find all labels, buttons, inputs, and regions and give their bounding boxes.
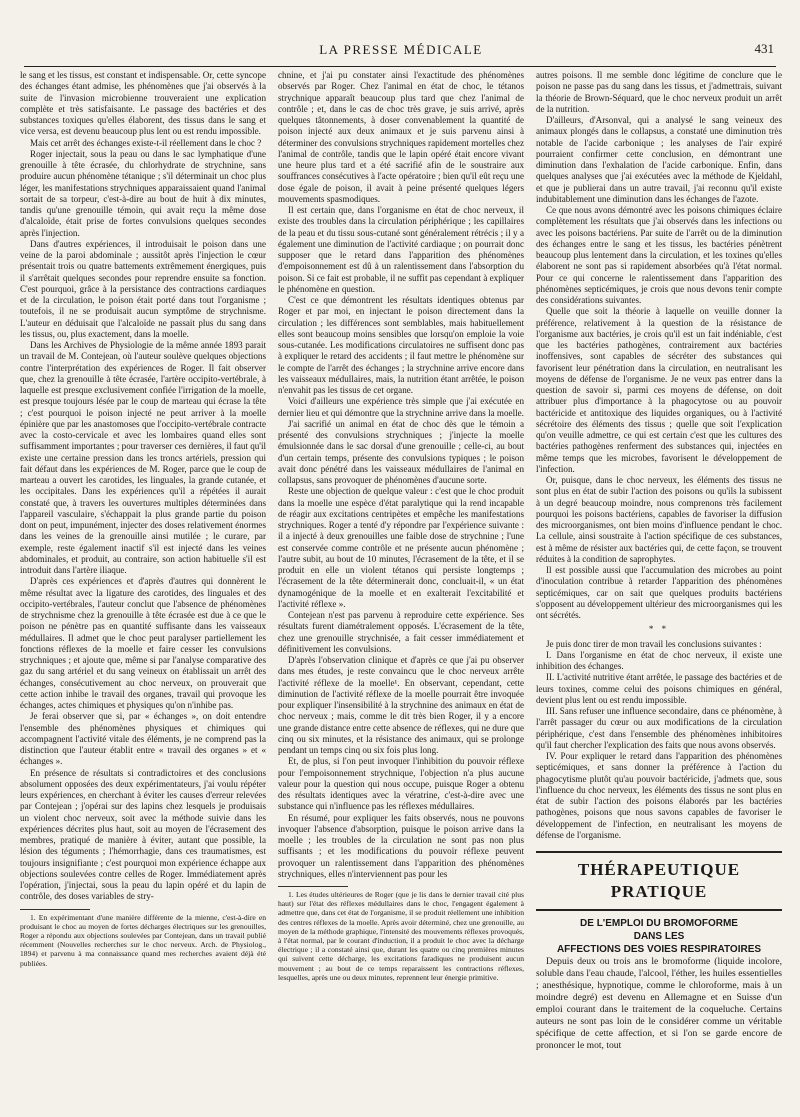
page-number: 431 xyxy=(754,41,774,56)
text-columns xyxy=(20,70,782,1108)
paragraph: En présence de résultats si contradictoires et des conclusions absolument opposées des deux expérimentateurs, j'ai voulu répéter leurs expériences, en cherchant à éviter les causes d'erreur relevées par Contejean ; j'opérai sur des lapins chez lesquels je produisais un violent choc nerveux, soit avec la méthode suivie dans les expériences décrites plus haut, soit au moyen de l'écrasement des membres, pratiqué de manière à éviter, autant que possible, la lésion des téguments ; l'hémorrhagie, dans ces traumatismes, est toujours insignifiante ; c'est pourquoi mon expérience échappe aux objections soulevées contre celles de Roger. Immédiatement après l'opération, j'injectai, sous la peau du lapin opéré et du lapin de contrôle, des doses variables de stry- xyxy=(20,767,266,902)
section-separator: * * xyxy=(648,624,670,635)
paragraph: Il est possible aussi que l'accumulation des microbes au point d'inoculation contribue à retarder l'apparition des phénomènes septicémiques, car on sait que quelques produits bactériens s'opposent au développement ultérieur des microorganismes qui les ont sécrétés. xyxy=(536,565,782,620)
paragraph: Ce que nous avons démontré avec les poisons chimiques éclaire complètement les résultats que j'ai observés dans les infections ou avec les poisons bactériens. Par suite de l'arrêt ou de la diminution des échanges entre le sang et les tissus, les bactéries pénètrent beaucoup plus lentement dans la circulation, et les toxines qu'elles élaborent ne sont pas si rapidement absorbées qu'à l'état normal. Pour ce qui concerne le ralentissement dans l'apparition des phénomènes septicémiques, je crois que nous devons tenir compte des considérations suivantes. xyxy=(536,205,782,305)
paragraph: Et, de plus, si l'on peut invoquer l'inhibition du pouvoir réflexe pour l'empoisonnement strychnique, l'objection n'a plus aucune valeur pour la question qui nous occupe, puisque Roger a obtenu des résultats identiques avec la vératrine, c'est-à-dire avec une substance qui n'influence pas les réflexes médullaires. xyxy=(278,756,524,812)
paragraph: Je puis donc tirer de mon travail les conclusions suivantes : xyxy=(546,638,762,649)
article-title: DE L'EMPLOI DU BROMOFORME xyxy=(580,918,738,929)
footnote-rule xyxy=(20,909,90,910)
article-title-connector: DANS LES xyxy=(633,931,685,942)
article-subtitle: AFFECTIONS DES VOIES RESPIRATOIRES xyxy=(556,944,762,955)
paragraph: Reste une objection de quelque valeur : c'est que le choc produit dans la moelle une espèce d'état paralytique qui la rend incapable de réagir aux excitations centripètes et empêche les manifestations strychniques. Roger a tenté d'y répondre par l'expérience suivante : il a injecté à deux grenouilles une faible dose de strychnine ; l'une est conservée comme contrôle et ne présente aucun phénomène ; l'autre subit, au bout de 10 minutes, l'écrasement de la tête, et il se produit en elle un violent tétanos qui persiste longtemps ; l'écrasement de la tête déterminerait donc, concluait-il, « un état dynamogénique de la moelle et en exalterait l'excitabilité et l'activité réflexe ». xyxy=(278,486,524,609)
paragraph: D'après l'observation clinique et d'après ce que j'ai pu observer dans mes études, je reste convaincu que le choc nerveux arrête l'activité réflexe de la moelle¹. En observant, cependant, cette diminution de l'activité réflexe de la moelle pourrait être invoquée pour expliquer l'insensibilité à la strychnine des animaux en état de choc nerveux ; mais, comme le dit très bien Roger, il y a encore une grande distance entre cette absence de réflexes, qui ne dure que cinq ou six minutes, et la résistance des animaux, qui se prolonge pendant un temps cinq ou six fois plus long. xyxy=(278,655,524,755)
paragraph: Voici d'ailleurs une expérience très simple que j'ai exécutée en dernier lieu et qui démontre que la strychnine arrive dans la moelle. xyxy=(278,396,524,418)
paragraph: D'après ces expériences et d'après d'autres qui donnèrent le même résultat avec la ligature des carotides, des linguales et des occipito-vertébrales, l'auteur conclut que l'absence de phénomènes de strychnisme chez la grenouille à tête écrasée est due à ce que le poison ne pénètre pas en quantité suffisante dans les vaisseaux médullaires. Il admet que le choc peut paralyser partiellement les fonctions réflexes de la moelle et faire cesser les convulsions strychniques ; et ajoute que, même si par l'analyse comparative des gaz du sang artériel et du sang veineux on établissait un arrêt des échanges, consécutivement au choc nerveux, on prouverait que cette action inhibe le travail des organes, travail qui provoque les échanges, actes chimiques et physiques qu'on n'inhibe pas. xyxy=(20,576,266,710)
column-right xyxy=(536,70,782,1108)
conclusion-item: I. Dans l'organisme en état de choc nerveux, il existe une inhibition des échanges. xyxy=(536,649,782,671)
paragraph: Je ferai observer que si, par « échanges », on doit entendre l'ensemble des phénomènes physiques et chimiques qui accompagnent l'activité vitale des éléments, je ne comprend pas la distinction que l'auteur établit entre « travail des organes » et « échanges ». xyxy=(20,711,266,767)
paragraph: le sang et les tissus, est constant et indispensable. Or, cette syncope des échanges étant admise, les phénomènes que j'ai observés à la suite de l'invasion microbienne trouveraient une explication complète et très satisfaisante. Le passage des bactéries et des substances toxiques qu'elles élaborent, des tissus dans le sang et vice versa, est devenu beaucoup plus lent ou est rendu impossible. xyxy=(20,70,266,137)
paragraph: chnine, et j'ai pu constater ainsi l'exactitude des phénomènes observés par Roger. Chez l'animal en état de choc, le tétanos strychnique apparaît beaucoup plus tard que chez l'animal de contrôle ; et, dans le cas de choc très grave, je suis arrivé, après quelques tâtonnements, à doser convenablement la quantité de poison injecté aux deux animaux et je suis parvenu ainsi à déterminer des convulsions strychniques rapidement mortelles chez l'animal de contrôle, tandis que le lapin opéré était encore vivant une heure plus tard et a été sacrifié afin de le soustraire aux souffrances consécutives à l'acte opératoire ; bien qu'il eût reçu une dose égale de poison, il avait à peine présenté quelques légers mouvements spasmodiques. xyxy=(278,70,524,204)
paragraph: Roger injectait, sous la peau ou dans le sac lymphatique d'une grenouille à tête écrasée, du chlorhydrate de strychnine, sans produire aucun phénomène tétanique ; s'il déterminait un choc plus léger, les manifestations strychniques apparaissaient quand l'animal sortait de sa torpeur, c'est-à-dire au bout de huit à dix minutes, tandis qu'une grenouille témoin, qui avait reçu la même dose d'alcaloïde, était prise de fortes convulsions quelques secondes après l'injection. xyxy=(20,148,266,238)
conclusion-item: IV. Pour expliquer le retard dans l'apparition des phénomènes septicémiques, et sans donner la préférence à l'action du phagocytisme plutôt qu'au pouvoir bactéricide, j'admets que, sous l'influence du choc nerveux, les éléments des tissus ne sont plus en état de subir l'action des poisons élaborés par les bactéries pathogènes, poisons que nous savons capables de favoriser le développement de l'infection, en neutralisant les moyens de défense de l'organisme. xyxy=(536,751,782,840)
footnote: 1. Les études ultérieures de Roger (que je lis dans le dernier travail cité plus haut) sur l'état des réflexes médullaires dans le choc, l'engagent également à admettre que, dans cet état de l'organisme, il se produit réellement une inhibition des centres réflexes de la moelle. Après avoir déterminé, chez une grenouille, au moyen de la méthode graphique, l'intensité des mouvements réflexes provoqués, à l'état normal, par le courant d'induction, il a produit le choc avec la décharge électrique ; il a constaté ainsi que, durant les quatre ou cinq premières minutes qui suivent cette décharge, les excitations faradiques ne produisent aucun mouvement ; au bout de ce temps reparaissent les contractions réflexes, lesquelles, après une ou deux minutes, reprennent leur énergie primitive. xyxy=(278,890,524,982)
footnote: 1. En expérimentant d'une manière différente de la mienne, c'est-à-dire en produisant le choc au moyen de fortes décharges électriques sur les grenouilles, Roger a répondu aux objections soulevées par Contejean, dans un travail publié récemment (Nouvelles recherches sur le choc nerveux. Arch. de Physiolog., 1894) et parvenu à ma connaissance quand mes recherches avaient déjà été publiées. xyxy=(20,912,266,968)
header-rule xyxy=(24,66,776,67)
conclusion-item: III. Sans refuser une influence secondaire, dans ce phénomène, à l'arrêt passager du cœur ou aux modifications de la circulation périphérique, c'est dans l'ensemble des phénomènes inhibitoires qu'il faut chercher l'explication des faits que nous avons observés. xyxy=(536,706,782,750)
paragraph: Or, puisque, dans le choc nerveux, les éléments des tissus ne sont plus en état de subir l'action des poisons ou qu'ils la subissent à un degré beaucoup moindre, nous comprenons très facilement pourquoi les poisons bactériens, capables de favoriser la diffusion des microorganismes, ont bien moins d'influence pendant le choc. La cellule, ainsi soustraite à l'action spécifique de ces substances, est à même de résister aux bactéries qui, de cette façon, se trouvent réduites à la condition de saprophytes. xyxy=(536,475,782,564)
paragraph: Depuis deux ou trois ans le bromoforme (liquide incolore, soluble dans l'eau chaude, l'alcool, l'éther, les huiles essentielles ; anesthésique, hypnotique, comme le chloroforme, mais à un moindre degré) est devenu en Allemagne et en Suisse d'un emploi courant dans le traitement de la coqueluche. Certains auteurs ne sont pas loin de le considérer comme un véritable spécifique de cette affection, et si l'on se garde encore de prononcer le mot, tout xyxy=(536,956,782,1051)
paragraph: D'ailleurs, d'Arsonval, qui a analysé le sang veineux des animaux plongés dans le collapsus, a constaté une diminution très notable de l'acide carbonique ; les analyses de l'air expiré pourraient confirmer cette conclusion, en démontrant une diminution dans l'exhalation de l'acide carbonique. Enfin, dans quelques analyses que j'ai exécutées avec la méthode de Kjeldahl, et que je publierai dans un autre travail, j'ai reconnu qu'il existe indubitablement une diminution dans les échanges de l'azote. xyxy=(536,115,782,204)
section-title: THÉRAPEUTIQUE PRATIQUE xyxy=(536,851,782,911)
paragraph: En résumé, pour expliquer les faits observés, nous ne pouvons invoquer l'absence d'absorption, puisque le poison arrive dans la moelle ; les troubles de la circulation ne sont pas non plus suffisants ; et les modifications du pouvoir réflexe peuvent provoquer un ralentissement dans l'apparition des phénomènes strychniques, elles n'interviennent pas pour les xyxy=(278,812,524,879)
page-header xyxy=(24,14,778,57)
paragraph: Contejean n'est pas parvenu à reproduire cette expérience. Ses résultats furent diamétralement opposés. L'écrasement de la tête, chez une grenouille strychnisée, a fait cesser immédiatement et définitivement les convulsions. xyxy=(278,610,524,654)
paragraph: Mais cet arrêt des échanges existe-t-il réellement dans le choc ? xyxy=(30,137,262,148)
paragraph: Il est certain que, dans l'organisme en état de choc nerveux, il existe des troubles dans la circulation périphérique ; les capillaires de la peau et du tissu sous-cutané sont généralement rétrécis ; il y a également une diminution de l'activité cardiaque ; on pourrait donc supposer que le retard dans l'apparition des phénomènes d'empoisonnement est dû à un ralentissement dans l'absorption du poison. Si ce fait est probable, il ne suffit pas cependant à expliquer le phénomène en question. xyxy=(278,205,524,294)
paragraph: Quelle que soit la théorie à laquelle on veuille donner la préférence, relativement à la question de la résistance de l'organisme aux bactéries, je crois qu'il est un fait indéniable, c'est que les bactéries pathogènes, contrairement aux bactéries inoffensives, sont capables de sécréter des substances qui favorisent leur pénétration dans la circulation, en neutralisant les moyens de défense de l'organisme. Je ne veux pas entrer dans la question de savoir si, parmi ces moyens de défense, on doit attribuer plus d'importance à la phagocytose ou au pouvoir bactéricide et antitoxique des liquides organiques, ou à l'activité sécrétoire des éléments des tissus ; quelle que soit l'explication qu'on veuille admettre, ce qui est certain c'est que les cultures des bactéries pathogènes renferment des substances qui, injectées en même temps que les microbes, favorisent le développement de l'infection. xyxy=(536,306,782,474)
article-body xyxy=(536,956,782,1052)
running-title: LA PRESSE MÉDICALE xyxy=(319,42,483,57)
paragraph: Dans d'autres expériences, il introduisait le poison dans une veine de la paroi abdominale ; aussitôt après l'injection le cœur présentait trois ou quatre battements extrêmement énergiques, puis il s'arrêtait quelques secondes pour reprendre ensuite sa fonction. C'est pourquoi, grâce à la persistance des contractions cardiaques et de la circulation, le poison était porté dans tout l'organisme ; toutefois, il ne se produisait aucun symptôme de strychnisme. L'auteur en déduisait que l'alcaloïde ne passait plus du sang dans les tissus, ou, plus exactement, dans la moelle. xyxy=(20,238,266,339)
footnote-rule xyxy=(278,886,348,887)
conclusion-item: II. L'activité nutritive étant arrêtée, le passage des bactéries et de leurs toxines, comme celui des poisons chimiques en général, devient plus lent ou est rendu impossible. xyxy=(536,672,782,705)
paragraph: J'ai sacrifié un animal en état de choc dès que le témoin a présenté des convulsions strychniques ; j'injecte la moelle émulsionnée dans le sac dorsal d'une grenouille ; celle-ci, au bout d'un certain temps, présente des convulsions typiques ; le poison avait donc pénétré dans les vaisseaux médullaires de l'animal en collapsus, sans provoquer de phénomènes d'aucune sorte. xyxy=(278,418,524,485)
paragraph: C'est ce que démontrent les résultats identiques obtenus par Roger et par moi, en injectant le poison directement dans la circulation ; les différences sont semblables, mais habituellement elles sont beaucoup moins sensibles que lorsqu'on emploie la voie sous-cutanée. Les modifications circulatoires ne suffisent donc pas à expliquer le retard des accidents ; il faut mettre le phénomène sur le compte de l'arrêt des échanges ; la strychnine arrive encore dans les vaisseaux médullaires, mais, la nutrition étant arrêtée, le poison n'envahit pas les tissus de cet organe. xyxy=(278,295,524,395)
paragraph: autres poisons. Il me semble donc légitime de conclure que le poison ne passe pas du sang dans les tissus, et j'admettrais, suivant la théorie de Brown-Séquard, que le choc nerveux produit un arrêt de la nutrition. xyxy=(536,70,782,114)
column-left xyxy=(20,70,266,1108)
column-middle xyxy=(278,70,524,1108)
paragraph: Dans les Archives de Physiologie de la même année 1893 parait un travail de M. Contejean, où l'auteur soulève quelques objections contre l'interprétation des expériences de Roger. Il fait observer que, chez la grenouille à tête écrasée, l'artère occipito-vertébrale, à laquelle est presque exclusivement confiée l'irrigation de la moelle, est presque toujours lésée par le coup de marteau qui écrase la tête ; c'est pourquoi le poison injecté ne peut arriver à la moelle épinière que par les anastomoses que l'occipito-vertébrale contracte avec la costo-cervicale et avec les lombaires quand elles sont suffisamment importantes ; pour traverser ces dernières, il faut qu'il existe une certaine pression dans les troncs artériels, pression qui fait défaut dans les expériences de M. Roger, parce que le coup de marteau a ouvert les carotides, les linguales, la grande cutanée, et les occipitales. Dans les expériences qu'il a répétées il aurait constaté que, à travers les ouvertures multiples déterminées dans l'appareil vasculaire, s'échappait la plus grande partie du poison dont on peut, impunément, injecter des doses relativement énormes dans les veines de la grenouille ainsi mutilée ; le curare, par exemple, reste également inactif s'il est injecté dans les veines abdominales, et produit, au contraire, son action habituelle s'il est introduit dans l'artère iliaque. xyxy=(20,340,266,575)
